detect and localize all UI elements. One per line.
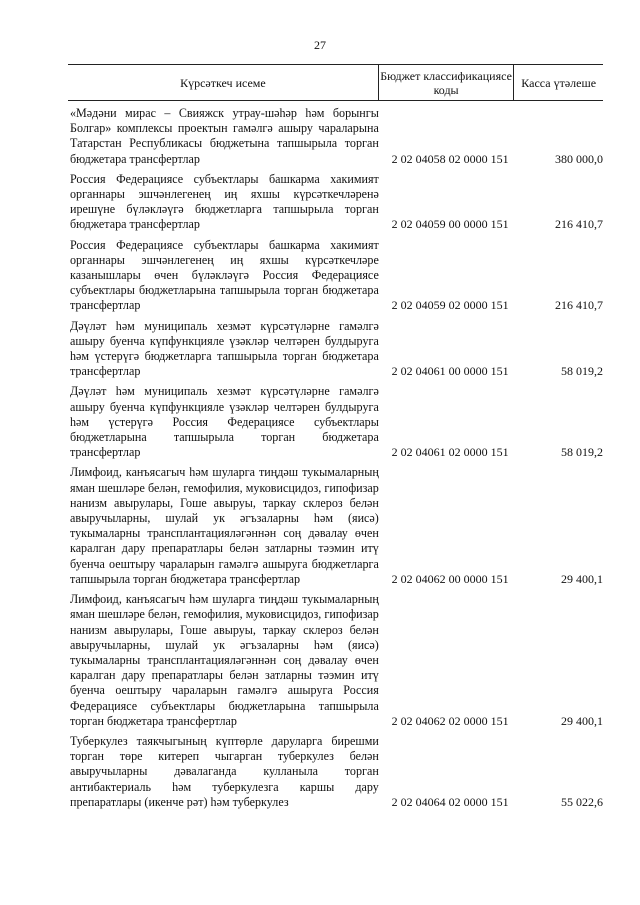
row-indicator-name: «Мәдәни мирас – Свияжск утрау-шәһәр һәм борынгы Болгар» комплексы проектын гамәлгә ашыру чараларына Татарстан Республикасы бюджетына тапшырыла торган бюджетара трансфертлар: [70, 106, 379, 166]
table-row: [68, 465, 603, 587]
row-indicator-name: Россия Федерациясе субъектлары башкарма хакимият органнары эшчәнлегенең иң яхшы күрсәткечләре казанышлары өчен бүләкләүгә Россия Федерациясе субъектлары бюджетларына тапшырыла торган бюджетара трансфертлар: [70, 237, 379, 313]
table-row: [68, 734, 603, 810]
table-row: [68, 106, 603, 167]
row-budget-code: 2 02 04058 02 0000 151: [391, 151, 509, 166]
table-row: [68, 238, 603, 314]
table-header: [68, 64, 603, 101]
page-number: 27: [314, 38, 326, 52]
header-budget-code: Бюджет классификациясе коды: [378, 65, 515, 100]
row-indicator-name: Лимфоид, канъясагыч һәм шуларга тиңдәш тукымаларның яман шешләре белән, гемофилия, муковисцидоз, гипофизар нанизм авырулары, Гоше авыруы, таркау склероз белән авыручыларны, шулай ук әгъзаларны һәм (яисә) тукымаларны трансплантацияләгәннән соң дәвалау өчен каралган дару препаратлары белән затларны тәэмин итү буенча оештыру чараларын гамәлгә ашыруга Россия Федерациясе субъектлары бюджетларына тапшырыла торган бюджетара трансфертлар: [70, 592, 379, 728]
row-cash-execution: 380 000,0: [554, 151, 603, 166]
row-budget-code: 2 02 04062 02 0000 151: [391, 713, 509, 728]
header-indicator-name: Күрсәткеч исеме: [180, 75, 266, 90]
budget-table: [68, 64, 603, 810]
row-budget-code: 2 02 04059 00 0000 151: [391, 217, 509, 232]
row-indicator-name: Туберкулез таякчыгының күптөрле даруларга бирешми торган төре китереп чыгарган туберкулез белән авыручыларны дәвалаганда кулланыла торган антибактериаль һәм туберкулезга каршы дару препаратлары (икенче рәт) һәм туберкулез: [70, 733, 379, 809]
row-cash-execution: 216 410,7: [554, 298, 603, 313]
row-indicator-name: Лимфоид, канъясагыч һәм шуларга тиңдәш тукымаларның яман шешләре белән, гемофилия, муковисцидоз, гипофизар нанизм авырулары, Гоше авыруы, таркау склероз белән авыручыларны, шулай ук әгъзаларны һәм (яисә) тукымаларны трансплантацияләгәннән соң дәвалау өчен каралган дару препаратлары белән затларны тәэмин итү буенча оештыру чараларын гамәлгә ашыруга бюджетларга тапшырыла торган бюджетара трансфертлар: [70, 465, 379, 586]
row-budget-code: 2 02 04064 02 0000 151: [391, 794, 509, 809]
row-cash-execution: 29 400,1: [560, 571, 603, 586]
table-row: [68, 592, 603, 729]
table-row: [68, 172, 603, 233]
header-cash-execution: Касса үтәлеше: [521, 75, 597, 90]
row-budget-code: 2 02 04062 00 0000 151: [391, 571, 509, 586]
row-indicator-name: Дәүләт һәм муниципаль хезмәт күрсәтүләрне гамәлгә ашыру буенча күпфункцияле үзәкләр челтәрен булдыруга һәм үстерүгә бюджетларга тапшырыла торган бюджетара трансфертлар: [70, 318, 379, 379]
row-cash-execution: 58 019,2: [560, 445, 603, 460]
row-budget-code: 2 02 04059 02 0000 151: [391, 298, 509, 313]
row-budget-code: 2 02 04061 02 0000 151: [391, 445, 509, 460]
row-cash-execution: 55 022,6: [560, 794, 603, 809]
row-indicator-name: Дәүләт һәм муниципаль хезмәт күрсәтүләрне гамәлгә ашыру буенча күпфункцияле үзәкләр челтәрен булдыруга һәм үстерүгә Россия Федерациясе субъектлары бюджетларына тапшырыла торган бюджетара трансфертлар: [70, 384, 379, 460]
row-budget-code: 2 02 04061 00 0000 151: [391, 364, 509, 379]
row-indicator-name: Россия Федерациясе субъектлары башкарма хакимият органнары эшчәнлегенең иң яхшы күрсәткечләренә ирешүне бүләкләүгә бюджетларга тапшырыла торган бюджетара трансфертлар: [70, 171, 379, 232]
row-cash-execution: 216 410,7: [554, 217, 603, 232]
table-row: [68, 319, 603, 380]
row-cash-execution: 58 019,2: [560, 364, 603, 379]
table-row: [68, 384, 603, 460]
table-body: [68, 106, 603, 810]
row-cash-execution: 29 400,1: [560, 713, 603, 728]
